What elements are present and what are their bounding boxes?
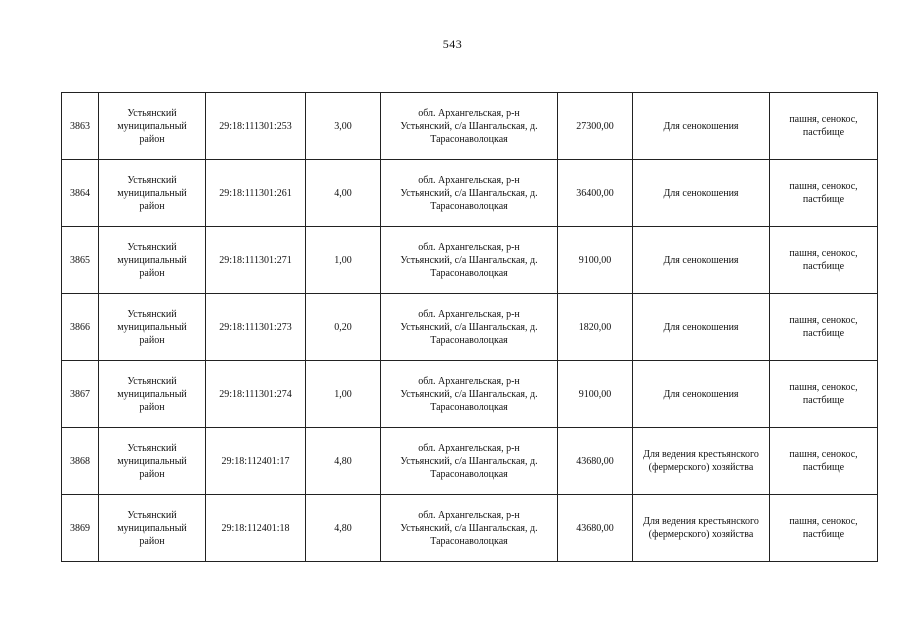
cell-permitted-use-line: Для сенокошения [663, 321, 739, 333]
cell-record-number: 3867 [62, 361, 99, 428]
cell-address-line: Тарасонаволоцкая [430, 200, 508, 212]
cell-district [99, 294, 206, 361]
cell-address-line: обл. Архангельская, р-н [418, 509, 520, 521]
cell-cadastral-value: 1820,00 [558, 294, 633, 361]
cell-land-category-line: пастбище [802, 395, 845, 406]
cell-district-line: район [139, 267, 165, 279]
cell-address-line: обл. Архангельская, р-н [418, 107, 520, 119]
cell-cadastral-number: 29:18:112401:18 [206, 495, 306, 562]
cell-address-line: Устьянский, с/а Шангальская, д. [400, 254, 538, 266]
page-number: 543 [442, 37, 463, 51]
cell-land-category-line: пастбище [802, 462, 845, 473]
cell-district [99, 495, 206, 562]
cell-address-line: Устьянский, с/а Шангальская, д. [400, 321, 538, 333]
cell-district-line: муниципальный [117, 254, 187, 266]
cell-address-line: обл. Архангельская, р-н [418, 375, 520, 387]
cell-record-number: 3869 [62, 495, 99, 562]
cell-cadastral-number: 29:18:111301:274 [206, 361, 306, 428]
cell-land-category-line: пашня, сенокос, [789, 449, 858, 460]
cell-permitted-use [633, 227, 770, 294]
cell-area: 3,00 [306, 93, 381, 160]
cell-district-line: Устьянский [127, 308, 177, 320]
cell-cadastral-number: 29:18:111301:273 [206, 294, 306, 361]
cell-land-category-line: пастбище [802, 127, 845, 138]
cell-record-number: 3863 [62, 93, 99, 160]
cell-address-line: Тарасонаволоцкая [430, 133, 508, 145]
cell-district-line: Устьянский [127, 174, 177, 186]
cell-address-line: обл. Архангельская, р-н [418, 174, 520, 186]
cell-address [381, 294, 558, 361]
cell-land-category [770, 294, 878, 361]
cell-permitted-use-line: Для ведения крестьянского [643, 449, 759, 460]
cell-address-line: Устьянский, с/а Шангальская, д. [400, 455, 538, 467]
cell-address [381, 428, 558, 495]
cell-district-line: район [139, 535, 165, 547]
cell-land-category-line: пастбище [802, 194, 845, 205]
cell-land-category [770, 361, 878, 428]
cell-address-line: обл. Архангельская, р-н [418, 442, 520, 454]
table-row [62, 227, 878, 294]
cell-area: 4,80 [306, 495, 381, 562]
cell-permitted-use [633, 160, 770, 227]
cell-area: 1,00 [306, 361, 381, 428]
cell-address-line: Тарасонаволоцкая [430, 535, 508, 547]
cell-cadastral-number: 29:18:112401:17 [206, 428, 306, 495]
cell-land-category-line: пашня, сенокос, [789, 315, 858, 326]
cell-district-line: район [139, 334, 165, 346]
cell-address-line: Устьянский, с/а Шангальская, д. [400, 187, 538, 199]
cell-district [99, 361, 206, 428]
cell-record-number: 3865 [62, 227, 99, 294]
cell-cadastral-value: 43680,00 [558, 428, 633, 495]
cell-district-line: муниципальный [117, 455, 187, 467]
cell-land-category-line: пашня, сенокос, [789, 516, 858, 527]
cell-district [99, 93, 206, 160]
cell-permitted-use-line: (фермерского) хозяйства [648, 529, 754, 540]
cell-permitted-use-line: Для сенокошения [663, 120, 739, 132]
cell-district-line: район [139, 468, 165, 480]
cell-address-line: Устьянский, с/а Шангальская, д. [400, 522, 538, 534]
cell-cadastral-value: 43680,00 [558, 495, 633, 562]
cell-address-line: Устьянский, с/а Шангальская, д. [400, 120, 538, 132]
cell-permitted-use-line: Для сенокошения [663, 187, 739, 199]
cell-area: 4,80 [306, 428, 381, 495]
cell-permitted-use-line: Для сенокошения [663, 254, 739, 266]
cell-record-number: 3868 [62, 428, 99, 495]
cell-address [381, 361, 558, 428]
cell-district-line: Устьянский [127, 241, 177, 253]
cell-address [381, 160, 558, 227]
cell-land-category-line: пастбище [802, 261, 845, 272]
cell-record-number: 3864 [62, 160, 99, 227]
cell-district [99, 160, 206, 227]
cell-cadastral-number: 29:18:111301:271 [206, 227, 306, 294]
cell-land-category-line: пашня, сенокос, [789, 382, 858, 393]
cell-area: 4,00 [306, 160, 381, 227]
cell-land-category-line: пашня, сенокос, [789, 181, 858, 192]
cell-land-category [770, 495, 878, 562]
cell-land-category [770, 227, 878, 294]
table-row [62, 428, 878, 495]
cell-address [381, 227, 558, 294]
cell-cadastral-value: 36400,00 [558, 160, 633, 227]
cell-address-line: обл. Архангельская, р-н [418, 241, 520, 253]
cell-permitted-use [633, 361, 770, 428]
cell-land-category-line: пастбище [802, 529, 845, 540]
table-row [62, 160, 878, 227]
table-row [62, 294, 878, 361]
cell-cadastral-number: 29:18:111301:253 [206, 93, 306, 160]
cell-cadastral-value: 9100,00 [558, 227, 633, 294]
cell-address-line: Тарасонаволоцкая [430, 334, 508, 346]
cell-record-number: 3866 [62, 294, 99, 361]
cell-district-line: район [139, 200, 165, 212]
cell-land-category-line: пастбище [802, 328, 845, 339]
cell-district-line: муниципальный [117, 120, 187, 132]
cell-land-category-line: пашня, сенокос, [789, 248, 858, 259]
cell-permitted-use-line: Для сенокошения [663, 388, 739, 400]
cell-district-line: район [139, 401, 165, 413]
cell-area: 0,20 [306, 294, 381, 361]
table-body [62, 93, 878, 562]
table-row [62, 495, 878, 562]
cell-land-category-line: пашня, сенокос, [789, 114, 858, 125]
cell-permitted-use [633, 294, 770, 361]
cell-district-line: муниципальный [117, 522, 187, 534]
cell-district-line: муниципальный [117, 321, 187, 333]
table-row [62, 93, 878, 160]
cell-district-line: муниципальный [117, 388, 187, 400]
cell-cadastral-value: 27300,00 [558, 93, 633, 160]
cell-district-line: Устьянский [127, 509, 177, 521]
cell-land-category [770, 428, 878, 495]
cell-area: 1,00 [306, 227, 381, 294]
cell-permitted-use-line: (фермерского) хозяйства [648, 462, 754, 473]
cell-permitted-use [633, 93, 770, 160]
cell-district-line: Устьянский [127, 375, 177, 387]
cell-address-line: Тарасонаволоцкая [430, 267, 508, 279]
cell-permitted-use [633, 495, 770, 562]
cell-cadastral-number: 29:18:111301:261 [206, 160, 306, 227]
cell-address [381, 495, 558, 562]
cell-district-line: муниципальный [117, 187, 187, 199]
cell-land-category [770, 160, 878, 227]
cell-permitted-use [633, 428, 770, 495]
cell-district [99, 428, 206, 495]
cell-address-line: Тарасонаволоцкая [430, 468, 508, 480]
cell-address-line: обл. Архангельская, р-н [418, 308, 520, 320]
cell-address-line: Устьянский, с/а Шангальская, д. [400, 388, 538, 400]
cell-address [381, 93, 558, 160]
cell-district-line: Устьянский [127, 107, 177, 119]
table-row [62, 361, 878, 428]
cell-address-line: Тарасонаволоцкая [430, 401, 508, 413]
cell-district-line: Устьянский [127, 442, 177, 454]
cell-district-line: район [139, 133, 165, 145]
land-plots-table [61, 92, 878, 562]
cell-district [99, 227, 206, 294]
cell-land-category [770, 93, 878, 160]
cell-permitted-use-line: Для ведения крестьянского [643, 516, 759, 527]
cell-cadastral-value: 9100,00 [558, 361, 633, 428]
